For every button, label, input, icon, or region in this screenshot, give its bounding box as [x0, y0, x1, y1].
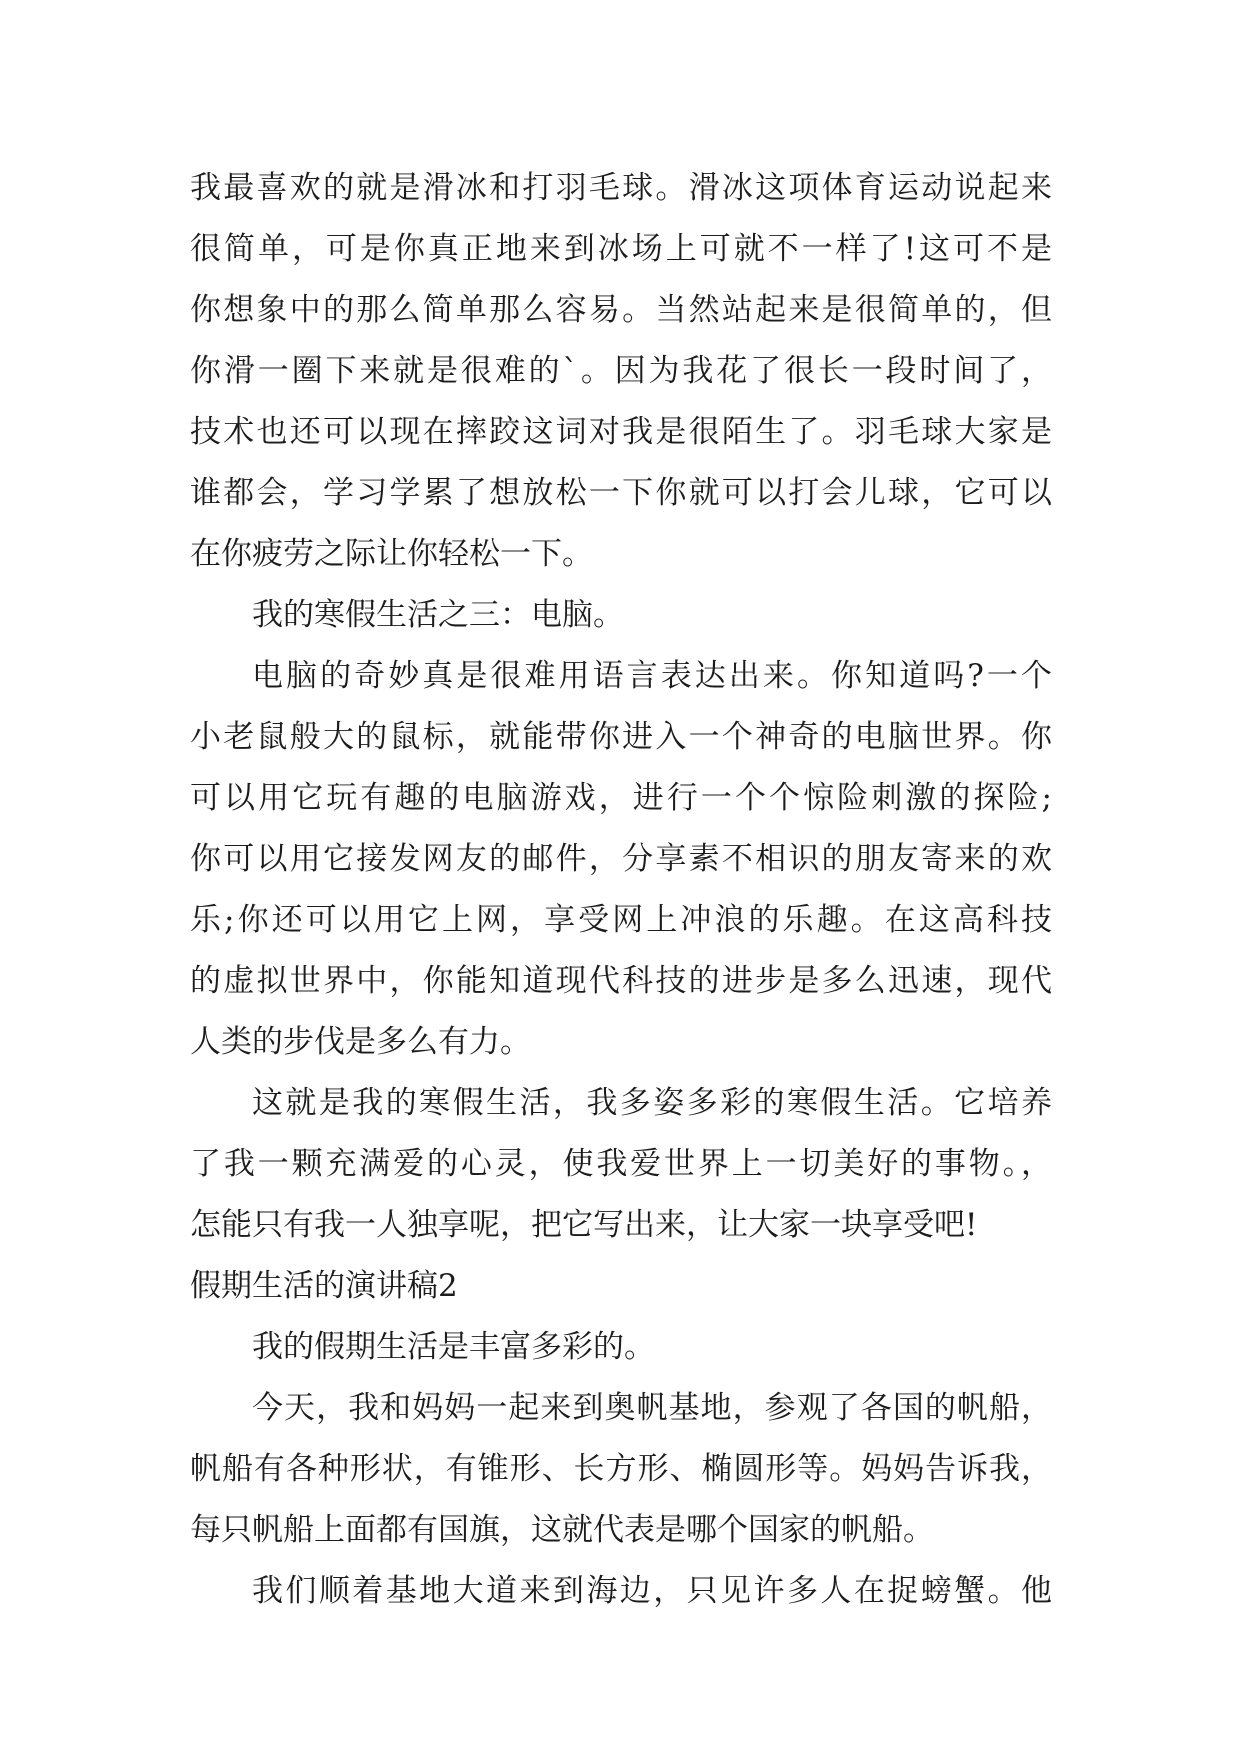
paragraph-line: 我们顺着基地大道来到海边，只见许多人在捉螃蟹。他 [252, 1573, 1052, 1609]
paragraph-line: 你可以用它接发网友的邮件，分享素不相识的朋友寄来的欢 [190, 841, 1052, 877]
paragraph-line: 怎能只有我一人独享呢，把它写出来，让大家一块享受吧! [190, 1207, 978, 1243]
paragraph-line: 谁都会，学习学累了想放松一下你就可以打会儿球，它可以 [190, 475, 1052, 511]
paragraph-line: 小老鼠般大的鼠标，就能带你进入一个神奇的电脑世界。你 [190, 719, 1052, 755]
paragraph-line: 帆船有各种形状，有锥形、长方形、椭圆形等。妈妈告诉我， [190, 1451, 1052, 1487]
paragraph-line: 了我一颗充满爱的心灵，使我爱世界上一切美好的事物。， [190, 1146, 1052, 1182]
paragraph-line: 我的假期生活是丰富多彩的。 [252, 1329, 655, 1365]
paragraph-line: 你滑一圈下来就是很难的`。因为我花了很长一段时间了， [190, 353, 1052, 389]
paragraph-line: 这就是我的寒假生活，我多姿多彩的寒假生活。它培养 [252, 1085, 1052, 1121]
section-heading: 我的寒假生活之三：电脑。 [252, 597, 624, 633]
paragraph-line: 技术也还可以现在摔跤这词对我是很陌生了。羽毛球大家是 [190, 414, 1052, 450]
paragraph-line: 在你疲劳之际让你轻松一下。 [190, 536, 593, 572]
paragraph-line: 可以用它玩有趣的电脑游戏，进行一个个惊险刺激的探险; [190, 780, 1052, 816]
paragraph-line: 今天，我和妈妈一起来到奥帆基地，参观了各国的帆船， [252, 1390, 1052, 1426]
paragraph-line: 我最喜欢的就是滑冰和打羽毛球。滑冰这项体育运动说起来 [190, 170, 1052, 206]
paragraph-line: 乐;你还可以用它上网，享受网上冲浪的乐趣。在这高科技 [190, 902, 1052, 938]
document-body [190, 158, 1052, 1622]
paragraph-line: 电脑的奇妙真是很难用语言表达出来。你知道吗?一个 [252, 658, 1052, 694]
document-title: 假期生活的演讲稿2 [190, 1268, 458, 1304]
paragraph-line: 很简单，可是你真正地来到冰场上可就不一样了!这可不是 [190, 231, 1052, 267]
paragraph-line: 的虚拟世界中，你能知道现代科技的进步是多么迅速，现代 [190, 963, 1052, 999]
paragraph-line: 人类的步伐是多么有力。 [190, 1024, 531, 1060]
paragraph-line: 每只帆船上面都有国旗，这就代表是哪个国家的帆船。 [190, 1512, 934, 1548]
paragraph-line: 你想象中的那么简单那么容易。当然站起来是很简单的，但 [190, 292, 1052, 328]
